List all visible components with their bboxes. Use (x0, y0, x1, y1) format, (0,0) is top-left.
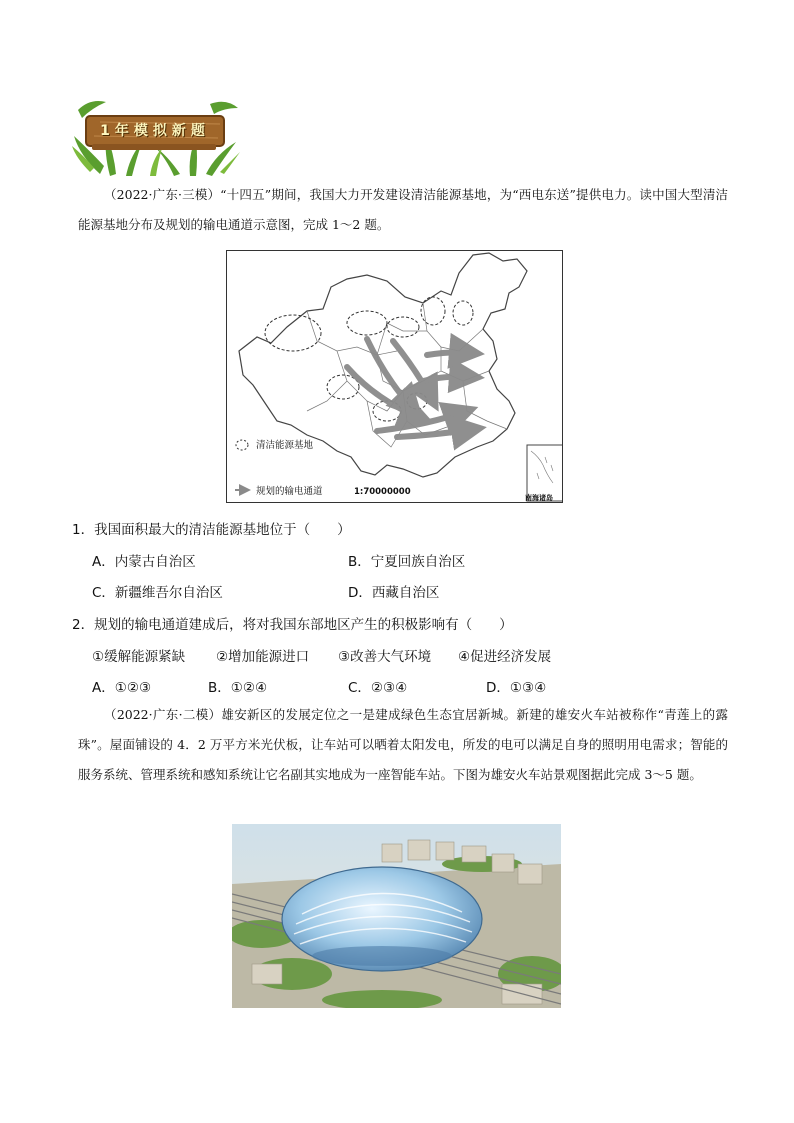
section-banner (70, 96, 242, 178)
station-illustration (232, 824, 561, 1008)
q1-stem: 1．我国面积最大的清洁能源基地位于（ ） (72, 522, 351, 538)
legend-base-label: 清洁能源基地 (256, 440, 314, 451)
q2-item-4: ④促进经济发展 (458, 649, 552, 665)
map-scale: 1:70000000 (354, 487, 411, 497)
q1-option-a[interactable]: A．内蒙古自治区 (92, 554, 196, 570)
legend-base-icon (236, 440, 248, 450)
q2-option-b[interactable]: B．①②④ (208, 680, 268, 696)
banner-title: 1年模拟新题 (100, 123, 210, 139)
china-energy-map (226, 250, 563, 503)
q1-option-c[interactable]: C．新疆维吾尔自治区 (92, 585, 223, 601)
passage-2: （2022·广东·二模）雄安新区的发展定位之一是建成绿色生态宜居新城。新建的雄安火车站被称作“青莲上的露珠”。屋面铺设的 4．2 万平方米光伏板，让车站可以晒着太阳发电，所发的电可以满足自身的照明用电需求；智能的服务系统、管理系统和感知系统让它名副其实地成为一座智能车站。下图为雄安火车站景观图据此完成 3～5 题。 (78, 707, 728, 782)
inset-label: 南海诸岛 (525, 494, 553, 502)
map-drawing (227, 251, 562, 502)
q2-stem: 2．规划的输电通道建成后，将对我国东部地区产生的积极影响有（ ） (72, 617, 513, 633)
q1-option-b[interactable]: B．宁夏回族自治区 (348, 554, 466, 570)
q1-option-d[interactable]: D．西藏自治区 (348, 585, 440, 601)
q2-option-a[interactable]: A．①②③ (92, 680, 152, 696)
q2-item-3: ③改善大气环境 (338, 649, 432, 665)
q2-option-d[interactable]: D．①③④ (486, 680, 547, 696)
legend-channel-label: 规划的输电通道 (256, 486, 323, 497)
passage-1: （2022·广东·三模）“十四五”期间，我国大力开发建设清洁能源基地，为“西电东送”提供电力。读中国大型清洁能源基地分布及规划的输电通道示意图，完成 1～2 题。 (78, 187, 728, 232)
xiongan-station-image (232, 824, 561, 1008)
q2-item-1: ①缓解能源紧缺 (92, 649, 186, 665)
q2-item-2: ②增加能源进口 (216, 649, 310, 665)
q2-option-c[interactable]: C．②③④ (348, 680, 408, 696)
